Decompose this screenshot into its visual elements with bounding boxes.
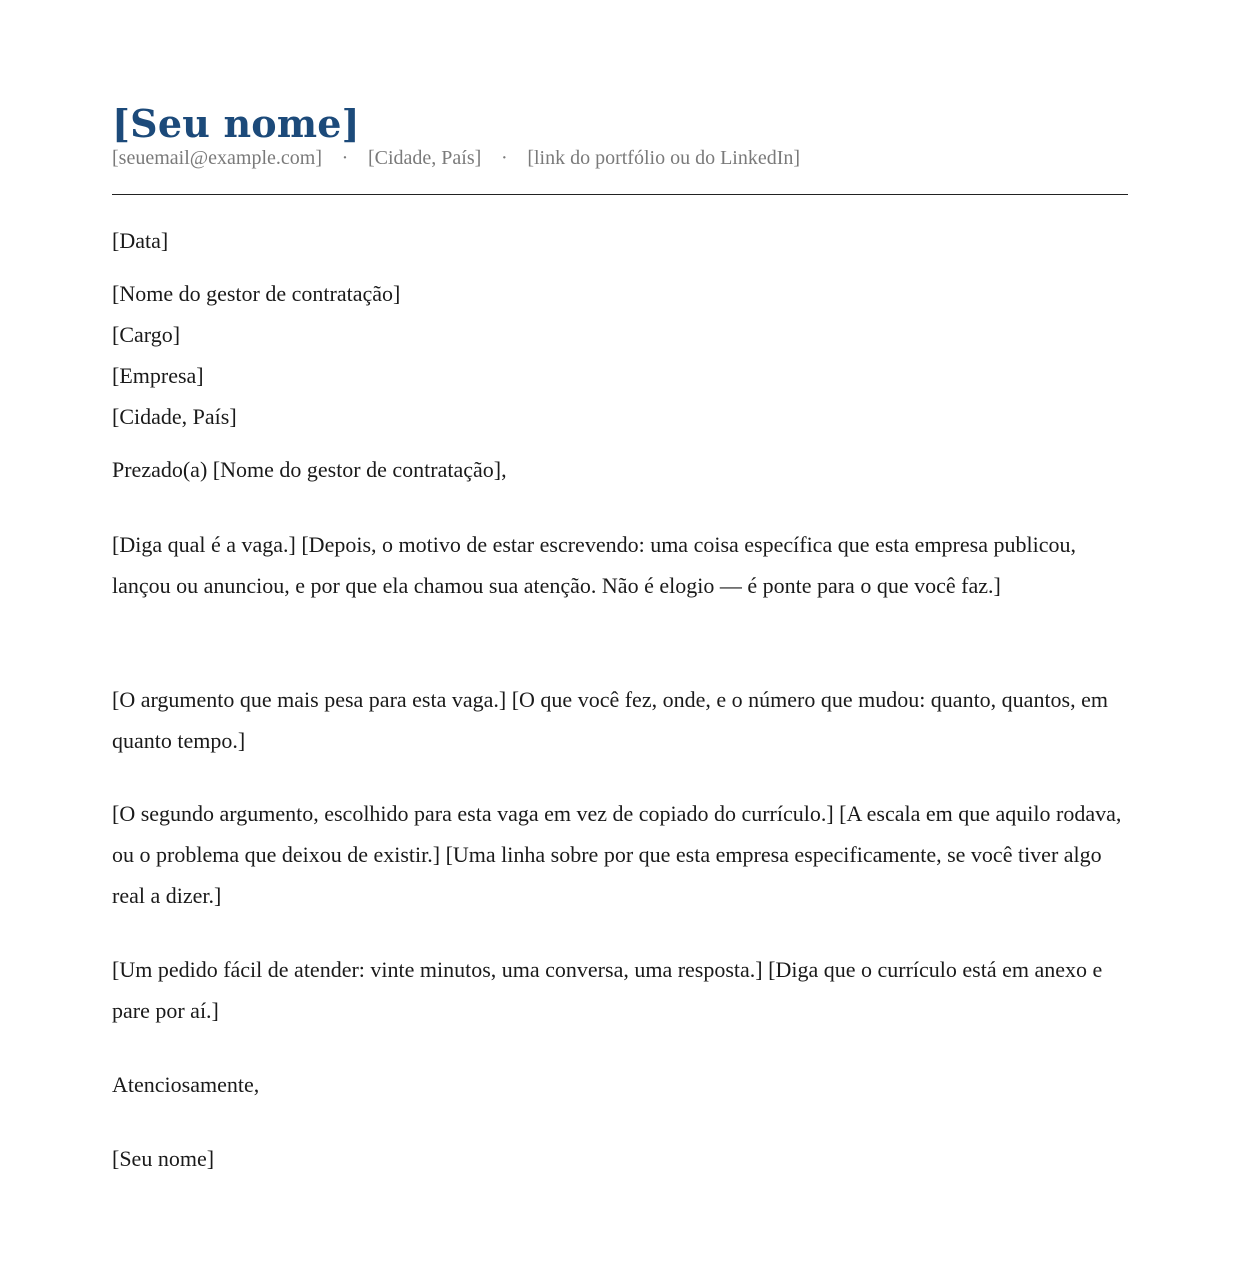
sender-link: [link do portfólio ou do LinkedIn] <box>527 147 801 169</box>
sender-email: [seuemail@example.com] <box>112 147 322 169</box>
sender-location: [Cidade, País] <box>368 147 482 169</box>
recipient-title: [Cargo] <box>112 322 181 347</box>
recipient-company: [Empresa] <box>112 363 204 388</box>
contact-separator: · <box>500 147 508 169</box>
body-paragraph-3: [O segundo argumento, escolhido para esta vaga em vez de copiado do currículo.] [A escala em que aquilo rodava, ou o problema que deixou de existir.] [Uma linha sobre por que esta empresa especificamente, se você tiver algo real a dizer.] <box>112 801 1122 908</box>
body-paragraph-2: [O argumento que mais pesa para esta vaga.] [O que você fez, onde, e o número que mudou: quanto, quantos, em quanto tempo.] <box>112 687 1108 753</box>
recipient-name: [Nome do gestor de contratação] <box>112 281 401 306</box>
contact-line <box>112 146 1128 170</box>
body-paragraph-1: [Diga qual é a vaga.] [Depois, o motivo de estar escrevendo: uma coisa específica que esta empresa publicou, lançou ou anunciou, e por que ela chamou sua atenção. Não é elogio — é ponte para o que você faz.] <box>112 532 1076 598</box>
contact-separator: · <box>341 147 349 169</box>
letter-date: [Data] <box>112 228 169 253</box>
signature: [Seu nome] <box>112 1146 215 1171</box>
recipient-location: [Cidade, País] <box>112 404 237 429</box>
sender-name: [Seu nome] <box>112 101 360 146</box>
salutation: Prezado(a) [Nome do gestor de contratação], <box>112 457 507 482</box>
letter-header <box>112 100 1128 170</box>
header-divider <box>112 194 1128 195</box>
body-paragraph-4: [Um pedido fácil de atender: vinte minutos, uma conversa, uma resposta.] [Diga que o currículo está em anexo e pare por aí.] <box>112 957 1103 1023</box>
closing: Atenciosamente, <box>112 1072 260 1097</box>
